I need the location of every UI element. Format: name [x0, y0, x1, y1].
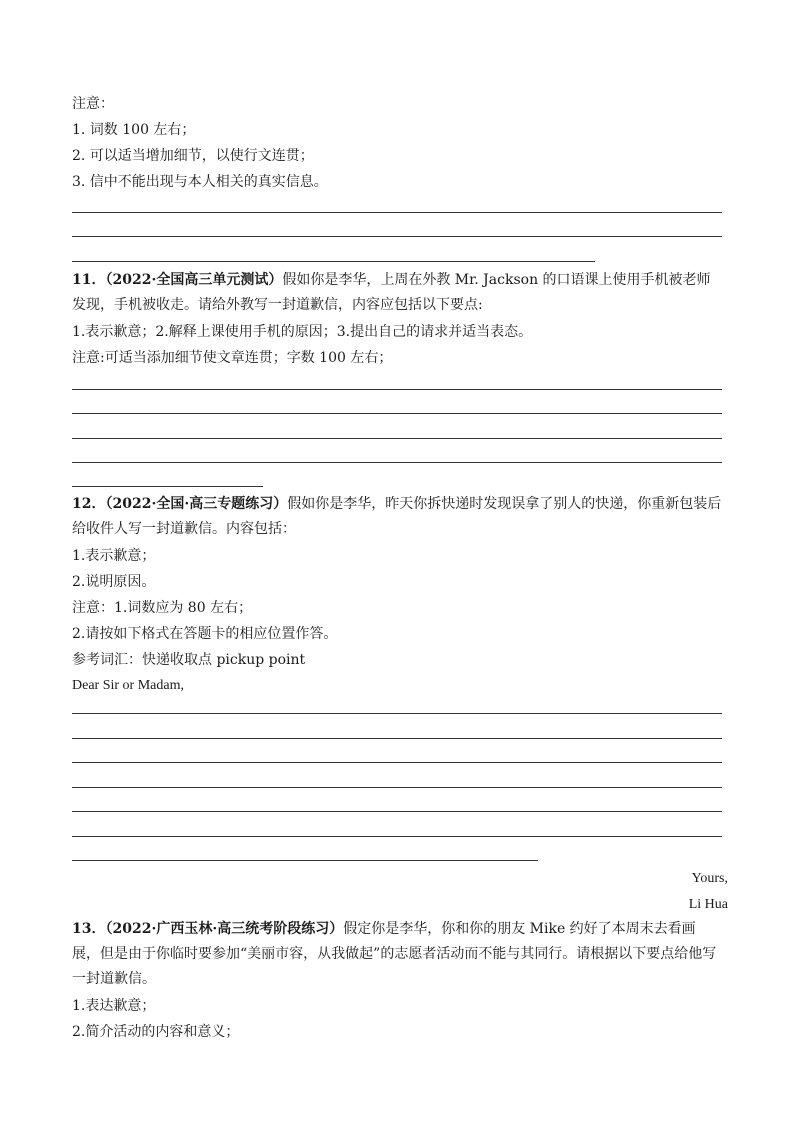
letter-signature: Li Hua [688, 897, 728, 912]
note-heading: 注意： [72, 96, 114, 112]
answer-line [72, 811, 722, 812]
question-12-vocab: 参考词汇：快递收取点 pickup point [72, 652, 306, 668]
answer-line [72, 787, 722, 788]
question-13-point-1: 1.表达歉意； [72, 998, 156, 1014]
note-item-3: 3. 信中不能出现与本人相关的真实信息。 [72, 174, 328, 190]
question-12-note-1: 注意：1.词数应为 80 左右； [72, 600, 253, 616]
question-number: 11． [72, 272, 106, 288]
answer-line [72, 462, 722, 463]
question-source: （2022·全国高三单元测试） [105, 272, 283, 288]
answer-line [72, 261, 595, 262]
answer-line [72, 738, 722, 739]
answer-line [72, 438, 722, 439]
answer-line [72, 486, 263, 487]
letter-closing: Yours, [691, 871, 728, 886]
note-item-2: 2. 可以适当增加细节，以使行文连贯； [72, 148, 314, 164]
note-item-1: 1. 词数 100 左右； [72, 122, 196, 138]
question-11-note: 注意:可适当添加细节使文章连贯；字数 100 左右； [72, 350, 393, 366]
question-prompt: 假定你是李华，你和你的朋友 Mike 约好了本周末去看画展，但是由于你临时要参加“美丽市容，从我做起”的志愿者活动而不能与其同行。请根据以下要点给他写一封道歉信。 [72, 921, 717, 987]
question-11-points: 1.表示歉意；2.解释上课使用手机的原因；3.提出自己的请求并适当表态。 [72, 324, 533, 340]
question-13 [72, 917, 722, 992]
question-12-point-1: 1.表示歉意； [72, 548, 156, 564]
question-number: 13． [72, 921, 106, 937]
answer-line [72, 836, 722, 837]
question-number: 12． [72, 496, 106, 512]
question-source: （2022·广西玉林·高三统考阶段练习） [105, 921, 344, 937]
answer-line [72, 389, 722, 390]
answer-line [72, 236, 722, 237]
answer-line [72, 212, 722, 213]
question-source: （2022·全国·高三专题练习） [105, 496, 288, 512]
answer-line [72, 413, 722, 414]
question-12-point-2: 2.说明原因。 [72, 574, 156, 590]
question-11 [72, 268, 722, 318]
answer-line [72, 713, 722, 714]
question-12 [72, 492, 722, 542]
letter-salutation: Dear Sir or Madam, [72, 678, 184, 693]
question-13-point-2: 2.简介活动的内容和意义； [72, 1024, 240, 1040]
question-prompt: 假如你是李华，昨天你拆快递时发现误拿了别人的快递，你重新包装后给收件人写一封道歉信。内容包括： [72, 496, 722, 537]
answer-line [72, 762, 722, 763]
question-prompt: 假如你是李华，上周在外教 Mr. Jackson 的口语课上使用手机被老师发现，手机被收走。请给外教写一封道歉信，内容应包括以下要点: [72, 272, 711, 313]
answer-line [72, 860, 538, 861]
question-12-note-2: 2.请按如下格式在答题卡的相应位置作答。 [72, 626, 338, 642]
